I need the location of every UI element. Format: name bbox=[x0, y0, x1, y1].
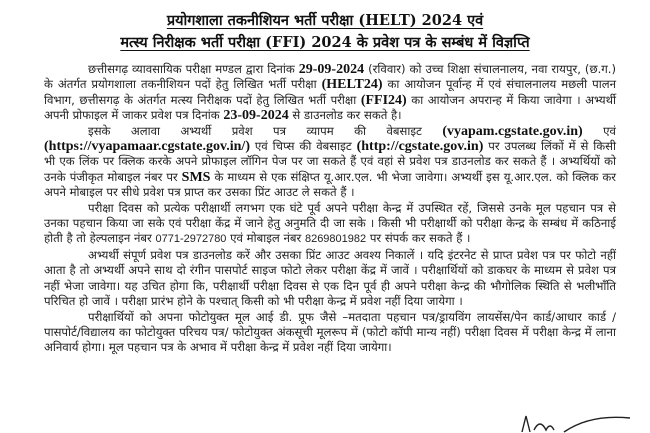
notice-title-line-2: मत्स्य निरीक्षक भर्ती परीक्षा (FFI) 2024 के प्रवेश पत्र के सम्बंध में विज्ञप्ति bbox=[120, 34, 530, 51]
signature-icon bbox=[520, 414, 640, 433]
paragraph-download-links: इसके अलावा अभ्यर्थी प्रवेश पत्र व्यापम की वेबसाइट (vyapam.cgstate.gov.in) एवं (https://vyapamaar.cgstate.gov.in/) एवं चिप्स की वेबसाइट (http://cgstate.gov.in) पर उपलब्ध लिंकों में से किसी भी एक लिंक पर क्लिक करके अपने प्रोफाइल लॉगिन पेज पर जा सकते हैं एवं वहां से प्रवेश पत्र डाउनलोड कर सकते हैं । अभ्यर्थियों को उनके पंजीकृत मोबाइल नंबर पर SMS के माध्यम से एक संक्षिप्त यू.आर.एल. भी भेजा जावेगा। अभ्यर्थी इस यू.आर.एल. को क्लिक कर अपने मोबाइल पर सीधे प्रवेश पत्र प्राप्त कर उसका प्रिंट आउट ले सकते हैं । bbox=[44, 123, 617, 200]
notice-body bbox=[44, 62, 616, 356]
mobile-number: 8269801982 bbox=[304, 233, 367, 246]
ffi-code: (FFI24) bbox=[360, 92, 407, 108]
link-vyapamaar[interactable]: (https://vyapamaar.cgstate.gov.in/) bbox=[44, 139, 250, 155]
exam-date: 29-09-2024 bbox=[298, 62, 365, 77]
paragraph-id-proof: परीक्षार्थियों को अपना फोटोयुक्त मूल आई डी. प्रूफ जैसे –मतदाता पहचान पत्र/ड्रायविंग लायसेंस/पेन कार्ड/आधार कार्ड / पासपोर्ट/विद्यालय का फोटोयुक्त परिचय पत्र/ फोटोयुक्त अंकसूची मूलरूप में (फोटो कॉपी मान्य नहीं) परीक्षा दिवस में परीक्षा केन्द्र में लाना अनिवार्य होगा। मूल पहचान पत्र के अभाव में परीक्षा केन्द्र में प्रवेश नहीं दिया जायेगा। bbox=[44, 309, 616, 355]
download-date: 23-09-2024 bbox=[223, 108, 289, 124]
sms-label: SMS bbox=[181, 169, 211, 185]
link-cgstate[interactable]: (http://cgstate.gov.in) bbox=[356, 139, 484, 155]
notice-title-line-1: प्रयोगशाला तकनीशियन भर्ती परीक्षा (HELT) 2024 एवं bbox=[166, 12, 484, 29]
paragraph-exam-schedule: छत्तीसगढ़ व्यावसायिक परीक्षा मण्डल द्वारा दिनांक 29-09-2024 (रविवार) को उच्च शिक्षा संचालनालय, नवा रायपुर, (छ.ग.) के अंतर्गत प्रयोगशाला तकनीशियन पदों हेतु लिखित भर्ती परीक्षा (HELT24) का आयोजन पूर्वान्ह में एवं संचालनालय मछली पालन विभाग, छत्तीसगढ़ के अंतर्गत मत्स्य निरीक्षक पदों हेतु लिखित भर्ती परीक्षा (FFI24) का आयोजन अपरान्ह में किया जावेगा । अभ्यर्थी अपनी प्रोफाइल में जाकर प्रवेश पत्र दिनांक 23-09-2024 से डाउनलोड कर सकते है। bbox=[44, 62, 616, 124]
helpline-number: 0771-2972780 bbox=[155, 233, 227, 246]
paragraph-print-instructions: अभ्यर्थी संपूर्ण प्रवेश पत्र डाउनलोड करें और उसका प्रिंट आउट अवश्य निकालें । यदि इंटरनेट से प्राप्त प्रवेश पत्र पर फोटो नहीं आता है तो अभ्यर्थी अपने साथ दो रंगीन पासपोर्ट साइज फोटो लेकर परीक्षा केंद्र में जावें । परीक्षार्थियों को डाकघर के माध्यम से प्रवेश पत्र नहीं भेजा जावेगा। यह उचित होगा कि, परीक्षार्थी परीक्षा दिवस से एक दिन पूर्व ही अपने परीक्षा केन्द्र की भौगोलिक स्थिति से भलीभाँति परिचित हो जावें । परीक्षा प्रारंभ होने के पश्चात् किसी को भी परीक्षा केन्द्र में प्रवेश नहीं दिया जायेगा । bbox=[44, 247, 616, 309]
paragraph-exam-day-helpline: परीक्षा दिवस को प्रत्येक परीक्षार्थी लगभग एक घंटे पूर्व अपने परीक्षा केन्द्र में उपस्थित रहें, जिससे उनके मूल पहचान पत्र से उनका पहचान किया जा सके एवं परीक्षा केंद्र में जाने हेतु अनुमति दी जा सके । किसी भी परीक्षार्थी को परीक्षा केन्द्र के सम्बंध में कठिनाई होती है तो हेल्पलाइन नंबर 0771-2972780 एवं मोबाइल नंबर 8269801982 पर संपर्क कर सकते हैं । bbox=[44, 200, 616, 246]
link-vyapam[interactable]: (vyapam.cgstate.gov.in) bbox=[442, 123, 583, 139]
helt-code: (HELT24) bbox=[321, 77, 383, 93]
